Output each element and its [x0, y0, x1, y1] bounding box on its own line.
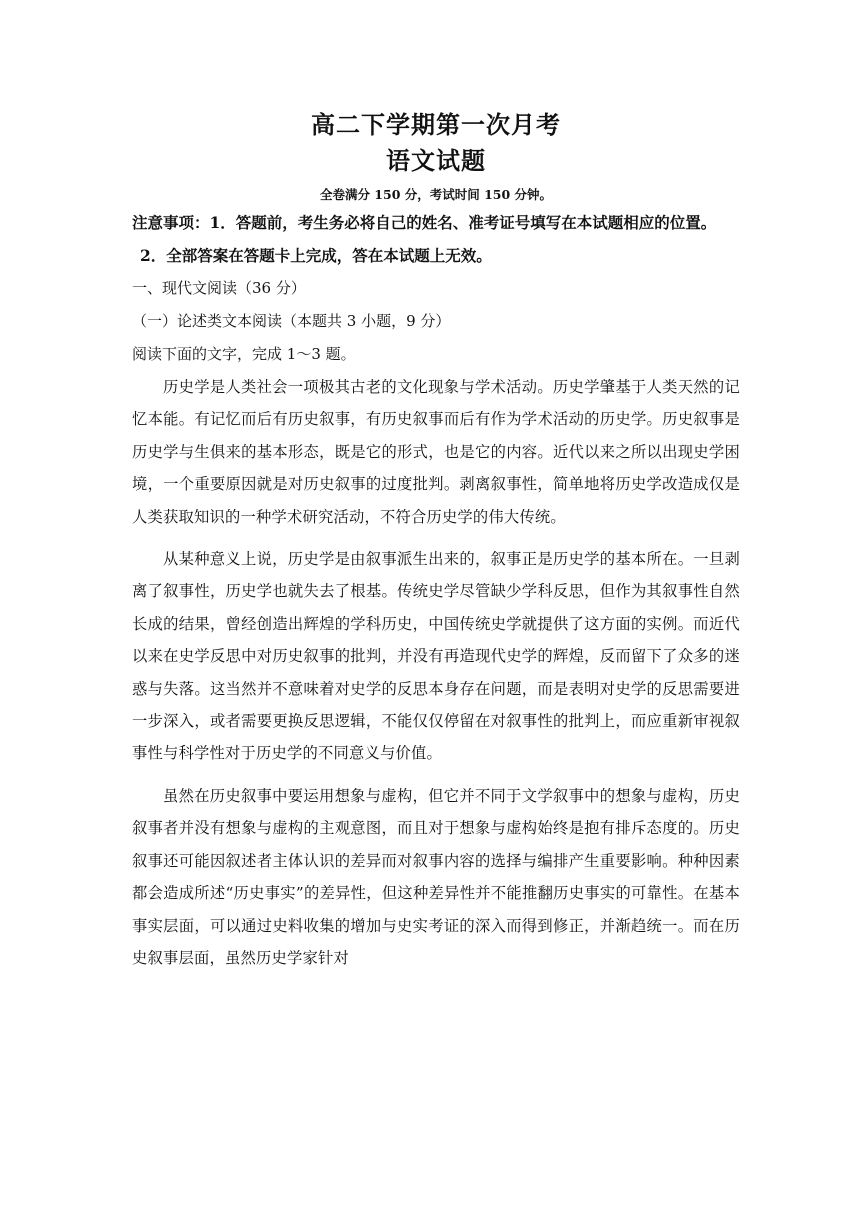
notice-item-1: 注意事项：1．答题前，考生务必将自己的姓名、准考证号填写在本试题相应的位置。	[132, 213, 717, 232]
exam-page	[132, 108, 740, 974]
section-heading: 一、现代文阅读（36 分）	[132, 279, 306, 297]
exam-subtitle: 语文试题	[386, 146, 486, 175]
exam-info: 全卷满分 150 分，考试时间 150 分钟。	[319, 187, 553, 202]
notice-item-2: 2．全部答案在答题卡上完成，答在本试题上无效。	[140, 246, 492, 265]
exam-title: 高二下学期第一次月考	[311, 110, 561, 139]
passage-paragraph-2: 从某种意义上说，历史学是由叙事派生出来的，叙事正是历史学的基本所在。一旦剥离了叙事性，历史学也就失去了根基。传统史学尽管缺少学科反思，但作为其叙事性自然长成的结果，曾经创造出辉煌的学科历史，中国传统史学就提供了这方面的实例。而近代以来在史学反思中对历史叙事的批判，并没有再造现代史学的辉煌，反而留下了众多的迷惑与失落。这当然并不意味着对史学的反思本身存在问题，而是表明对史学的反思需要进一步深入，或者需要更换反思逻辑，不能仅仅停留在对叙事性的批判上，而应重新审视叙事性与科学性对于历史学的不同意义与价值。	[132, 550, 740, 763]
reading-instruction: 阅读下面的文字，完成 1～3 题。	[132, 345, 356, 363]
section-subheading: （一）论述类文本阅读（本题共 3 小题，9 分）	[132, 312, 451, 330]
passage-paragraph-1: 历史学是人类社会一项极其古老的文化现象与学术活动。历史学肇基于人类天然的记忆本能。有记忆而后有历史叙事，有历史叙事而后有作为学术活动的历史学。历史叙事是历史学与生俱来的基本形态，既是它的形式，也是它的内容。近代以来之所以出现史学困境，一个重要原因就是对历史叙事的过度批判。剥离叙事性，简单地将历史学改造成仅是人类获取知识的一种学术研究活动，不符合历史学的伟大传统。	[132, 378, 740, 526]
passage-paragraph-3: 虽然在历史叙事中要运用想象与虚构，但它并不同于文学叙事中的想象与虚构，历史叙事者并没有想象与虚构的主观意图，而且对于想象与虚构始终是抱有排斥态度的。历史叙事还可能因叙述者主体认识的差异而对叙事内容的选择与编排产生重要影响。种种因素都会造成所述“历史事实”的差异性，但这种差异性并不能推翻历史事实的可靠性。在基本事实层面，可以通过史料收集的增加与史实考证的深入而得到修正，并渐趋统一。而在历史叙事层面，虽然历史学家针对	[132, 786, 740, 967]
